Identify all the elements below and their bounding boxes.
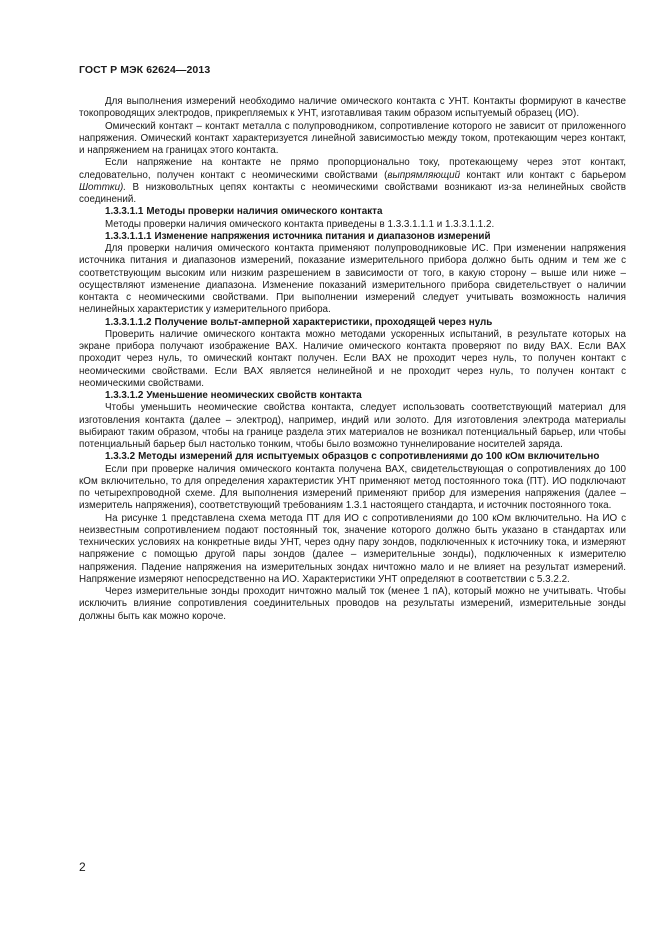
italic-term: Шоттки).: [79, 181, 127, 193]
section-title: Получение вольт-амперной характеристики, проходящей через нуль: [154, 316, 493, 328]
section-number: 1.3.3.1.2: [105, 390, 144, 401]
paragraph: Для проверки наличия омического контакта применяют полупроводниковые ИС. При изменении напряжения источника питания и диапазонов измерений, показание измерительного прибора должно быть одним и тем же с соответствующим высоким или низким разрешением в зависимости от того, в какую сторону – выше или ниже – осуществляют изменение диапазона. Изменение показаний измерительного прибора свидетельствует о наличии контакта с неомическими свойствами. При выполнении измерений следует учитывать возможность наличия нелинейных характеристик у измерительного прибора.: [79, 243, 626, 316]
section-title: Уменьшение неомических свойств контакта: [146, 390, 362, 401]
paragraph: Омический контакт – контакт металла с полупроводником, сопротивление которого не зависит от приложенного напряжения. Омический контакт характеризуется линейной зависимостью между током, протекающим через контакт, и напряжением на границах этого контакта.: [79, 120, 626, 156]
section-heading: [79, 317, 626, 329]
page-number: 2: [79, 860, 86, 874]
text-run: Если напряжение на контакте не прямо пропорционально току, протекающему через этот контакт, следовательно, получен контакт с неомическими свойствами (: [79, 157, 626, 181]
section-title: Методы измерений для испытуемых образцов с сопротивлениями до 100 кОм включительно: [138, 451, 600, 463]
section-heading: [79, 451, 626, 463]
section-number: 1.3.3.1.1: [105, 206, 144, 218]
paragraph: Методы проверки наличия омического контакта приведены в 1.3.3.1.1.1 и 1.3.3.1.1.2.: [105, 218, 495, 230]
section-number: 1.3.3.1.1.2: [105, 316, 152, 328]
section-number: 1.3.3.1.1.1: [105, 230, 152, 242]
document-page: [79, 64, 626, 623]
paragraph: Если при проверке наличия омического контакта получена ВАХ, свидетельствующая о сопротивлениях до 100 кОм включительно, то для определения характеристик УНТ применяют метод постоянного тока (ПТ). ИО подключают по четырехпроводной схеме. Для выполнения измерений применяют прибор для измерения напряжения (далее – измеритель напряжения), соответствующий требованиям 1.3.1 настоящего стандарта, и источник постоянного тока.: [79, 463, 626, 512]
paragraph: Для выполнения измерений необходимо наличие омического контакта с УНТ. Контакты формируют в качестве токопроводящих электродов, прикрепляемых к УНТ, изготавливая таким образом испытуемый образец (ИО).: [79, 96, 626, 120]
text-run: В низковольтных цепях контакты с неомическими свойствами возникают из-за нелинейных свойств соединений.: [79, 181, 626, 205]
paragraph: На рисунке 1 представлена схема метода ПТ для ИО с сопротивлениями до 100 кОм включительно. На ИО с неизвестным сопротивлением подают постоянный ток, значение которого должно быть указано в стандартах или технических условиях на конкретные виды УНТ, через одну пару зондов, подключенных к источнику тока, и измеряют напряжение с помощью другой пары зондов (далее – измерительные зонды), подключенных к измерителю напряжения. Падение напряжения на измерительных зондах ничтожно мало и не влияет на результат измерений. Напряжение измеряют непосредственно на ИО. Характеристики УНТ определяют в соответствии с 5.3.2.2.: [79, 512, 626, 585]
paragraph: [79, 157, 626, 206]
paragraph: Проверить наличие омического контакта можно методами ускоренных испытаний, в результате которых на экране прибора получают изображение ВАХ. Наличие омического контакта проверяют по виду ВАХ. Если ВАХ проходит через нуль, то омический контакт получен. Если ВАХ не проходит через нуль, то получен контакт с неомическими свойствами. Если ВАХ является нелинейной и не проходит через нуль, то получен контакт с неомическими свойствами.: [79, 328, 626, 389]
paragraph: Через измерительные зонды проходит ничтожно малый ток (менее 1 пА), который можно не учитывать. Чтобы исключить влияние сопротивления соединительных проводов на результаты измерений, измерительные зонды должны быть как можно короче.: [79, 586, 626, 622]
italic-term: выпрямляющий: [387, 169, 461, 181]
text-run: контакт или контакт с барьером: [460, 169, 626, 181]
section-heading: [79, 231, 626, 243]
paragraph: Чтобы уменьшить неомические свойства контакта, следует использовать соответствующий материал для изготовления контакта (далее – электрод), например, индий или золото. Для изготовления электрода материалы выбирают таким образом, чтобы на границе раздела этих материалов не возникал потенциальный барьер, или чтобы потенциальный барьер был настолько тонким, чтобы было возможно туннелирование носителей заряда.: [79, 402, 626, 450]
section-number: 1.3.3.2: [105, 451, 136, 463]
document-body: [79, 96, 626, 623]
section-heading: [79, 390, 626, 402]
section-heading: [79, 206, 626, 218]
document-header: ГОСТ Р МЭК 62624—2013: [79, 64, 211, 76]
section-title: Методы проверки наличия омического контакта: [146, 206, 383, 218]
section-title: Изменение напряжения источника питания и диапазонов измерений: [154, 230, 491, 242]
